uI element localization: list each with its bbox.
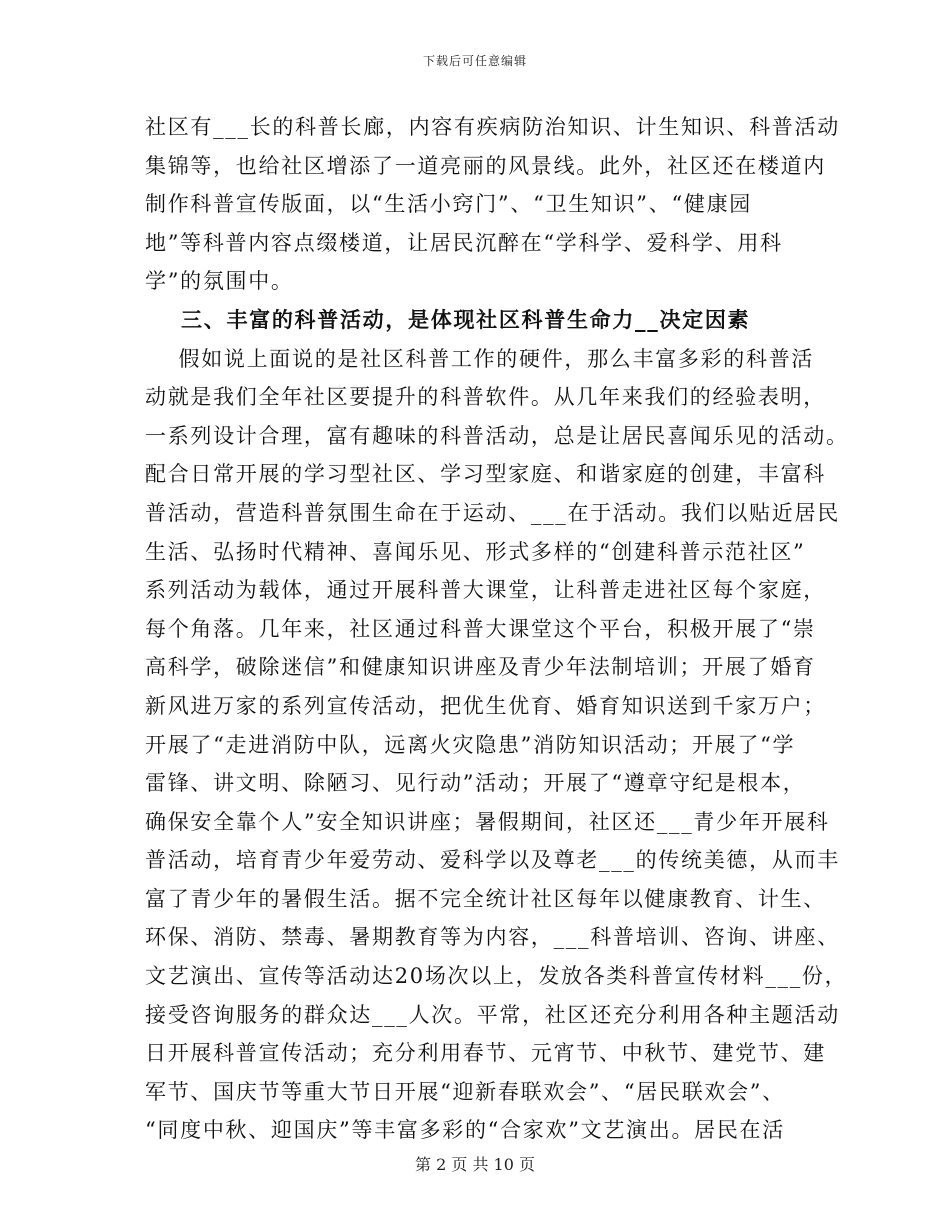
body-line: 假如说上面说的是社区科普工作的硬件，那么丰富多彩的科普活 <box>145 346 815 371</box>
body-line: 确保安全靠个人”安全知识讲座；暑假期间，社区还___青少年开展科 <box>145 809 830 834</box>
body-line: 社区有___长的科普长廊，内容有疾病防治知识、计生知识、科普活动 <box>145 115 840 139</box>
page-header: 下载后可任意编辑 <box>422 54 527 68</box>
body-line: 集锦等，也给社区增添了一道亮丽的风景线。此外，社区还在楼道内 <box>145 153 826 178</box>
body-line: 生活、弘扬时代精神、喜闻乐见、形式多样的“创建科普示范社区” <box>145 539 806 564</box>
body-line: 学”的氛围中。 <box>145 269 294 294</box>
body-line: 动就是我们全年社区要提升的科普软件。从几年来我们的经验表明， <box>145 385 826 410</box>
body-line: 开展了“走进消防中队，远离火灾隐患”消防知识活动；开展了“学 <box>145 732 796 757</box>
body-line: 雷锋、讲文明、除陋习、见行动”活动；开展了“遵章守纪是根本， <box>145 771 806 796</box>
body-line: 接受咨询服务的群众达___人次。平常，社区还充分利用各种主题活动 <box>145 1002 840 1027</box>
body-line: 环保、消防、禁毒、暑期教育等为内容，___科普培训、咨询、讲座、 <box>145 925 840 950</box>
body-line: 富了青少年的暑假生活。据不完全统计社区每年以健康教育、计生、 <box>145 886 826 911</box>
body-line: “同度中秋、迎国庆”等丰富多彩的“合家欢”文艺演出。居民在活 <box>145 1118 785 1143</box>
section-heading: 三、丰富的科普活动，是体现社区科普生命力__决定因素 <box>145 306 751 332</box>
body-line: 新风进万家的系列宣传活动，把优生优育、婚育知识送到千家万户； <box>145 693 826 718</box>
body-line: 一系列设计合理，富有趣味的科普活动，总是让居民喜闻乐见的活动。 <box>145 423 849 448</box>
body-line: 高科学，破除迷信”和健康知识讲座及青少年法制培训；开展了婚育 <box>145 655 816 680</box>
body-line: 地”等科普内容点缀楼道，让居民沉醉在“学科学、爱科学、用科 <box>145 230 783 255</box>
page-footer: 第 2 页 共 10 页 <box>415 1155 535 1174</box>
body-line: 系列活动为载体，通过开展科普大课堂，让科普走进社区每个家庭， <box>145 578 826 603</box>
body-line: 配合日常开展的学习型社区、学习型家庭、和谐家庭的创建，丰富科 <box>145 462 826 487</box>
body-line: 军节、国庆节等重大节日开展“迎新春联欢会”、“居民联欢会”、 <box>145 1079 785 1104</box>
body-line: 普活动，培育青少年爱劳动、爱科学以及尊老___的传统美德，从而丰 <box>145 848 840 873</box>
body-line: 制作科普宣传版面，以“生活小窍门”、“卫生知识”、“健康园 <box>145 192 752 217</box>
body-line: 普活动，营造科普氛围生命在于运动、___在于活动。我们以贴近居民 <box>145 500 840 525</box>
document-body <box>145 108 849 1150</box>
body-line: 文艺演出、宣传等活动达20场次以上，发放各类科普宣传材料___份， <box>145 964 848 989</box>
body-line: 每个角落。几年来，社区通过科普大课堂这个平台，积极开展了“崇 <box>145 616 816 641</box>
body-line: 日开展科普宣传活动；充分利用春节、元宵节、中秋节、建党节、建 <box>145 1041 826 1066</box>
